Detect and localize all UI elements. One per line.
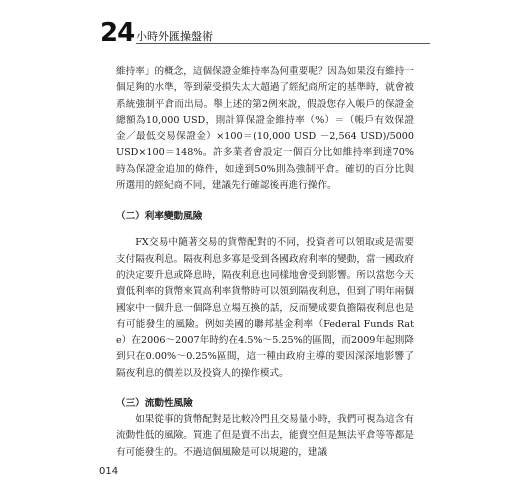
interest-rate-risk-paragraph: FX交易中隨著交易的貨幣配對的不同，投資者可以領取或是需要支付隔夜利息。隔夜利息多寡是受到各國政府利率的變動，當一國政府的決定要升息或降息時，隔夜利息也同樣地會受到影響。所以當您今天賣低利率的貨幣來買高利率貨幣時可以領到隔夜利息，但到了明年兩個國家中一個升息一個降息立場互換的話，反而變成要負擔隔夜利息也是有可能發生的風險。例如美國的聯邦基金利率（Federal Funds Rate）在2006～2007年時約在4.5%～5.25%的區間，而2009年起則降到只在0.00%～0.25%區間，這一種由政府主導的要因深深地影響了隔夜利息的價差以及投資人的操作模式。 bbox=[116, 237, 414, 379]
header-rule bbox=[136, 43, 430, 44]
interest-rate-risk-heading: （二）利率變動風險 bbox=[116, 211, 203, 223]
running-header bbox=[100, 20, 430, 50]
liquidity-risk-heading: （三）流動性風險 bbox=[116, 398, 193, 410]
intro-paragraph: 維持率」的概念，這個保證金維持率為何重要呢？因為如果沒有維持一個足夠的水準，等到蒙受損失太大超過了經紀商所定的基準時，就會被系統強制平倉而出局。舉上述的第2例來說，假設您存入帳戶的保證金總額為10,000 USD，則計算保證金維持率（%）＝（帳戶有效保證金／最低交易保證金）×100＝(10,000 USD －2,564 USD)/5000 USD×100＝148%。許多業者會設定一個百分比如維持率到達70%時為保證金追加的條件，如達到50%則為強制平倉。確切的百分比與所選用的經紀商不同，建議先行確認後再進行操作。 bbox=[116, 66, 414, 192]
spacer bbox=[116, 382, 414, 396]
book-title-number: 24 bbox=[100, 18, 135, 48]
spacer bbox=[116, 225, 414, 235]
spacer bbox=[116, 194, 414, 209]
page-body bbox=[116, 64, 414, 461]
book-title: 小時外匯操盤術 bbox=[136, 30, 213, 43]
liquidity-risk-paragraph: 如果從事的貨幣配對是比較冷門且交易量小時，我們可視為這含有流動性低的風險。買進了但是賣不出去，能賣空但是無法平倉等等都是有可能發生的。不過這個風險是可以規避的，建議 bbox=[116, 414, 414, 458]
page-number: 014 bbox=[99, 466, 119, 477]
